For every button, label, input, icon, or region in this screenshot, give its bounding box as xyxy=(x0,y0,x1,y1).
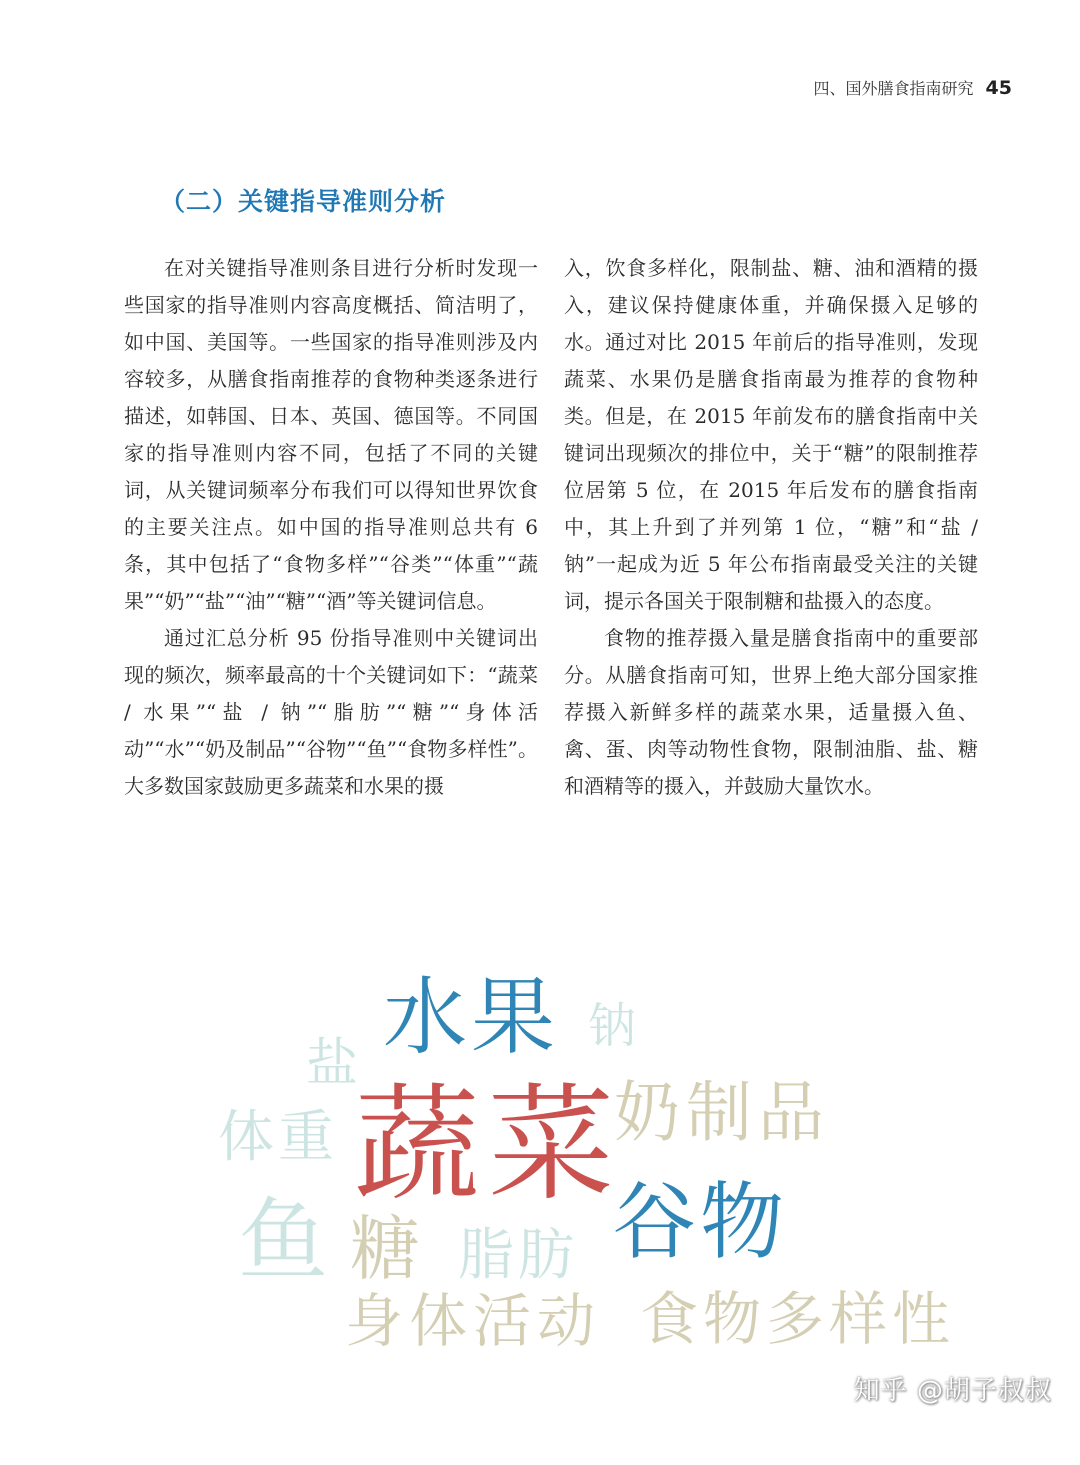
cloud-word-zhifang: 脂肪 xyxy=(458,1223,578,1288)
left-paragraph-2: 通过汇总分析 95 份指导准则中关键词出现的频次，频率最高的十个关键词如下：“蔬菜 / 水果”“盐 / 钠”“脂肪”“糖”“身体活动”“水”“奶及制品”“谷物”“鱼”“食物多样性”。大多数国家鼓励更多蔬菜和水果的摄 xyxy=(124,626,538,798)
cloud-word-tang: 糖 xyxy=(350,1208,420,1290)
cloud-word-guwu: 谷物 xyxy=(612,1173,789,1271)
left-paragraph-1: 在对关键指导准则条目进行分析时发现一些国家的指导准则内容高度概括、简洁明了，如中国、美国等。一些国家的指导准则涉及内容较多，从膳食指南推荐的食物种类逐条进行描述，如韩国、日本、英国、德国等。不同国家的指导准则内容不同，包括了不同的关键词，从关键词频率分布我们可以得知世界饮食的主要关注点。如中国的指导准则总共有 6 条，其中包括了“食物多样”“谷类”“体重”“蔬果”“奶”“盐”“油”“糖”“酒”等关键词信息。 xyxy=(124,256,538,613)
cloud-word-shentihuodong: 身体活动 xyxy=(345,1287,602,1355)
cloud-word-naizhipin: 奶制品 xyxy=(614,1074,830,1151)
right-paragraph-1: 入，饮食多样化，限制盐、糖、油和酒精的摄入，建议保持健康体重，并确保摄入足够的水。通过对比 2015 年前后的指导准则，发现蔬菜、水果仍是膳食指南最为推荐的食物种类。但是，在 2015 年前发布的膳食指南中关键词出现频次的排位中，关于“糖”的限制推荐位居第 5 位，在 2015 年后发布的膳食指南中，其上升到了并列第 1 位，“糖”和“盐 / 钠”一起成为近 5 年公布指南最受关注的关键词，提示各国关于限制糖和盐摄入的态度。 xyxy=(564,256,978,613)
cloud-word-shiwuduoyangxing: 食物多样性 xyxy=(640,1285,956,1353)
cloud-word-tizhong: 体重 xyxy=(218,1105,338,1170)
cloud-word-shuiguo: 水果 xyxy=(383,968,560,1066)
page-number: 45 xyxy=(985,77,1012,99)
left-column xyxy=(124,250,538,805)
cloud-word-na: 钠 xyxy=(588,998,637,1054)
cloud-word-yu: 鱼 xyxy=(238,1188,328,1293)
running-header xyxy=(814,76,1012,99)
chapter-title: 四、国外膳食指南研究 xyxy=(813,79,974,98)
right-column xyxy=(564,250,978,805)
zhihu-watermark: 知乎 @胡子叔叔 xyxy=(853,1376,1052,1406)
right-paragraph-2: 食物的推荐摄入量是膳食指南中的重要部分。从膳食指南可知，世界上绝大部分国家推荐摄入新鲜多样的蔬菜水果，适量摄入鱼、禽、蛋、肉等动物性食物，限制油脂、盐、糖和酒精等的摄入，并鼓励大量饮水。 xyxy=(564,626,978,798)
cloud-word-shucai: 蔬菜 xyxy=(354,1071,622,1218)
cloud-word-yan: 盐 xyxy=(306,1034,359,1094)
section-title: （二）关键指导准则分析 xyxy=(160,187,447,216)
